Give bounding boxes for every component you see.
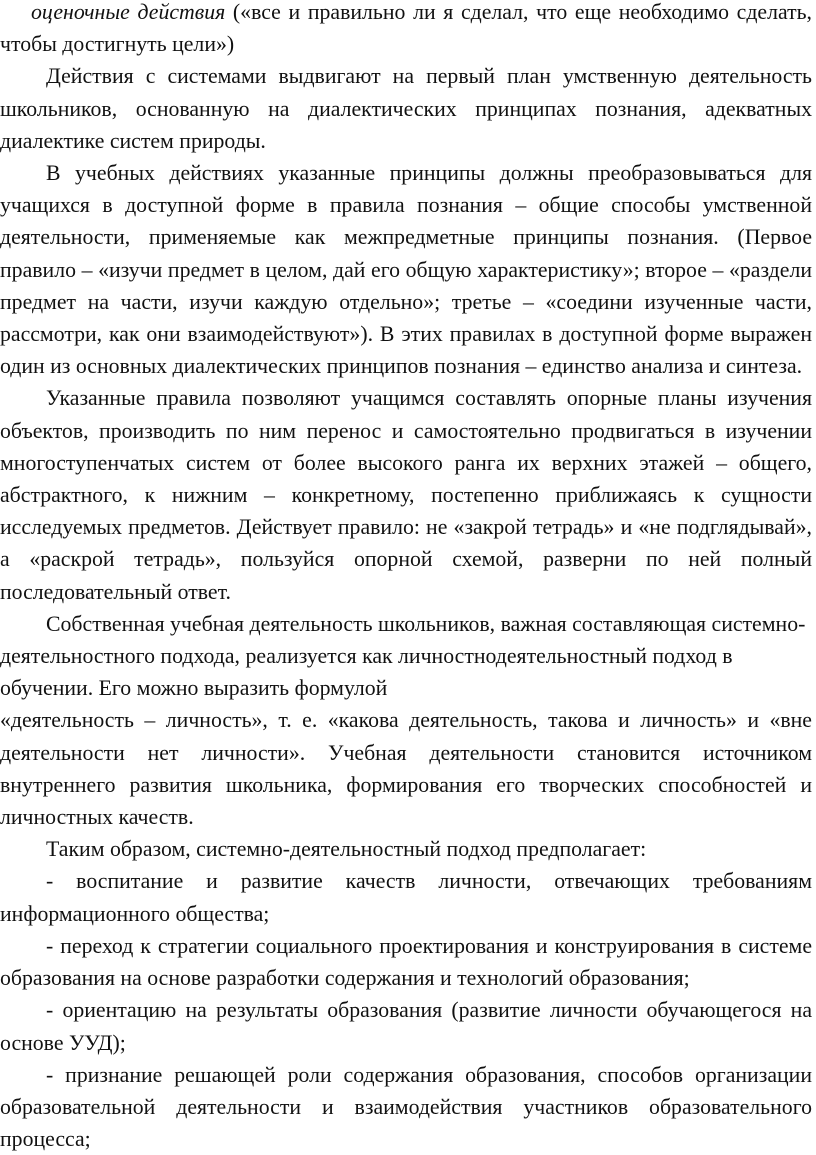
list-item: - переход к стратегии социального проектирования и конструирования в системе образования на основе разработки содержания и технологий образования; bbox=[0, 933, 812, 991]
opening-text: («все и правильно ли я сделал, что еще необходимо сделать, чтобы достигнуть цели») bbox=[0, 0, 812, 57]
paragraph-rules: Указанные правила позволяют учащимся составлять опорные планы изучения объектов, производить по ним перенос и самостоятельно продвигаться в изучении многоступенчатых систем от более высокого ранга их верхних этажей – общего, абстрактного, к нижним – конкретному, постепенно приближаясь к сущности исследуемых предметов. Действует правило: не «закрой тетрадь» и «не подглядывай», а «раскрой тетрадь», пользуйся опорной схемой, разверни по ней полный последовательный ответ. bbox=[0, 386, 812, 604]
summary-intro: Таким образом, системно-деятельностный подход предполагает: bbox=[46, 837, 647, 862]
paragraph-learning-actions: В учебных действиях указанные принципы должны преобразовываться для учащихся в доступной форме в правила познания – общие способы умственной деятельности, применяемые как межпредметные принципы познания. (Первое правило – «изучи предмет в целом, дай его общую характеристику»; второе – «раздели предмет на части, изучи каждую отдельно»; третье – «соедини изученные части, рассмотри, как они взаимодействуют»). В этих правилах в доступной форме выражен один из основных диалектических принципов познания – единство анализа и синтеза. bbox=[0, 161, 812, 379]
paragraph-own-activity: Собственная учебная деятельность школьников, важная составляющая системно-деятельностного подхода, реализуется как личностнодеятельностный подход в обучении. Его можно выразить формулой bbox=[0, 611, 806, 701]
list-item: - ориентацию на результаты образования (развитие личности обучающегося на основе УУД); bbox=[0, 998, 812, 1055]
paragraph-formula: «деятельность – личность», т. е. «какова деятельность, такова и личность» и «вне деятельности нет личности». Учебная деятельности становится источником внутреннего развития школьника, формирования его творческих способностей и личностных качеств. bbox=[0, 708, 812, 830]
list-item: - признание решающей роли содержания образования, способов организации образовательной деятельности и взаимодействия участников образовательного процесса; bbox=[0, 1062, 812, 1152]
list-item: - воспитание и развитие качеств личности, отвечающих требованиям информационного общества; bbox=[0, 869, 812, 926]
opening-paragraph bbox=[0, 0, 812, 60]
paragraph-systems: Действия с системами выдвигают на первый план умственную деятельность школьников, основанную на диалектических принципах познания, адекватных диалектике систем природы. bbox=[0, 64, 812, 153]
italic-term: оценочные действия bbox=[31, 0, 226, 24]
